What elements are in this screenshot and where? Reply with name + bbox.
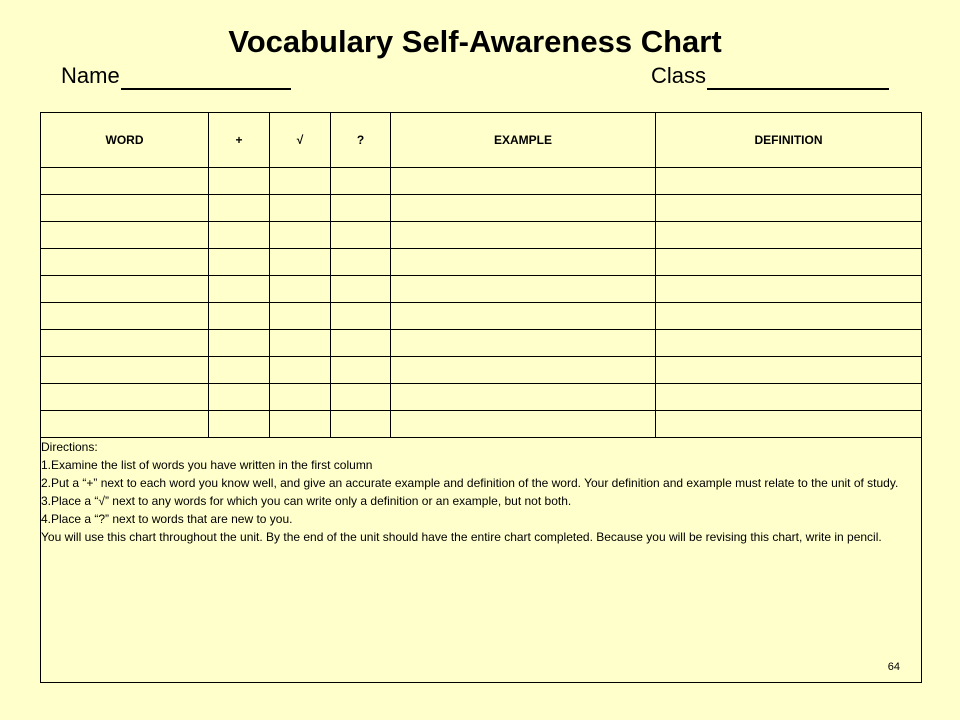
direction-step-3: 3.Place a “√” next to any words for which you can write only a definition or an example, but not both.: [41, 494, 572, 508]
cell-word[interactable]: [41, 222, 209, 249]
cell-plus[interactable]: [209, 303, 270, 330]
cell-word[interactable]: [41, 276, 209, 303]
cell-plus[interactable]: [209, 357, 270, 384]
cell-definition[interactable]: [656, 411, 922, 438]
header-definition: DEFINITION: [656, 113, 922, 168]
cell-word[interactable]: [41, 249, 209, 276]
cell-plus[interactable]: [209, 330, 270, 357]
cell-example[interactable]: [391, 357, 656, 384]
cell-example[interactable]: [391, 330, 656, 357]
name-field: [61, 62, 291, 90]
cell-question[interactable]: [331, 384, 391, 411]
cell-word[interactable]: [41, 357, 209, 384]
cell-word[interactable]: [41, 195, 209, 222]
directions-row: [41, 438, 922, 683]
header-word: WORD: [41, 113, 209, 168]
cell-check[interactable]: [270, 168, 331, 195]
cell-question[interactable]: [331, 249, 391, 276]
table-row: [41, 276, 922, 303]
direction-note: You will use this chart throughout the unit. By the end of the unit should have the entire chart completed. Because you will be revising this chart, write in pencil.: [41, 530, 882, 544]
cell-definition[interactable]: [656, 330, 922, 357]
cell-question[interactable]: [331, 303, 391, 330]
cell-definition[interactable]: [656, 357, 922, 384]
chart-body: [41, 168, 922, 683]
cell-definition[interactable]: [656, 168, 922, 195]
cell-word[interactable]: [41, 330, 209, 357]
cell-check[interactable]: [270, 303, 331, 330]
cell-check[interactable]: [270, 222, 331, 249]
cell-word[interactable]: [41, 411, 209, 438]
table-row: [41, 303, 922, 330]
cell-check[interactable]: [270, 357, 331, 384]
cell-example[interactable]: [391, 222, 656, 249]
header-plus: +: [209, 113, 270, 168]
table-row: [41, 357, 922, 384]
cell-plus[interactable]: [209, 249, 270, 276]
cell-definition[interactable]: [656, 195, 922, 222]
table-row: [41, 168, 922, 195]
cell-word[interactable]: [41, 384, 209, 411]
class-field: [651, 62, 889, 90]
cell-check[interactable]: [270, 384, 331, 411]
cell-word[interactable]: [41, 168, 209, 195]
cell-question[interactable]: [331, 168, 391, 195]
cell-example[interactable]: [391, 303, 656, 330]
header-row: [41, 113, 922, 168]
cell-question[interactable]: [331, 411, 391, 438]
directions-heading: Directions:: [41, 440, 98, 454]
cell-plus[interactable]: [209, 222, 270, 249]
direction-step-2: 2.Put a “+” next to each word you know well, and give an accurate example and definition of the word. Your definition and example must relate to the unit of study.: [41, 476, 899, 490]
page-title: Vocabulary Self-Awareness Chart: [228, 24, 722, 59]
cell-example[interactable]: [391, 195, 656, 222]
table-row: [41, 411, 922, 438]
cell-plus[interactable]: [209, 168, 270, 195]
cell-question[interactable]: [331, 330, 391, 357]
header-example: EXAMPLE: [391, 113, 656, 168]
cell-question[interactable]: [331, 276, 391, 303]
page-number: 64: [887, 661, 900, 673]
name-label: Name: [61, 63, 120, 88]
header-check: √: [270, 113, 331, 168]
name-blank-line[interactable]: [121, 66, 291, 90]
cell-definition[interactable]: [656, 249, 922, 276]
cell-word[interactable]: [41, 303, 209, 330]
table-row: [41, 330, 922, 357]
directions-cell: [41, 438, 922, 683]
cell-plus[interactable]: [209, 411, 270, 438]
cell-question[interactable]: [331, 357, 391, 384]
cell-plus[interactable]: [209, 384, 270, 411]
table-row: [41, 195, 922, 222]
cell-check[interactable]: [270, 276, 331, 303]
cell-plus[interactable]: [209, 195, 270, 222]
cell-check[interactable]: [270, 411, 331, 438]
table-row: [41, 222, 922, 249]
cell-example[interactable]: [391, 384, 656, 411]
cell-definition[interactable]: [656, 384, 922, 411]
vocabulary-chart-table: [40, 112, 922, 683]
cell-check[interactable]: [270, 195, 331, 222]
cell-example[interactable]: [391, 411, 656, 438]
cell-example[interactable]: [391, 276, 656, 303]
direction-step-4: 4.Place a “?” next to words that are new to you.: [41, 512, 293, 526]
cell-definition[interactable]: [656, 276, 922, 303]
cell-example[interactable]: [391, 249, 656, 276]
class-blank-line[interactable]: [707, 66, 889, 90]
table-row: [41, 384, 922, 411]
class-label: Class: [651, 63, 707, 88]
direction-step-1: 1.Examine the list of words you have written in the first column: [41, 458, 373, 472]
cell-question[interactable]: [331, 195, 391, 222]
cell-definition[interactable]: [656, 222, 922, 249]
cell-check[interactable]: [270, 330, 331, 357]
cell-example[interactable]: [391, 168, 656, 195]
header-question: ?: [331, 113, 391, 168]
cell-check[interactable]: [270, 249, 331, 276]
cell-definition[interactable]: [656, 303, 922, 330]
cell-plus[interactable]: [209, 276, 270, 303]
table-row: [41, 249, 922, 276]
cell-question[interactable]: [331, 222, 391, 249]
